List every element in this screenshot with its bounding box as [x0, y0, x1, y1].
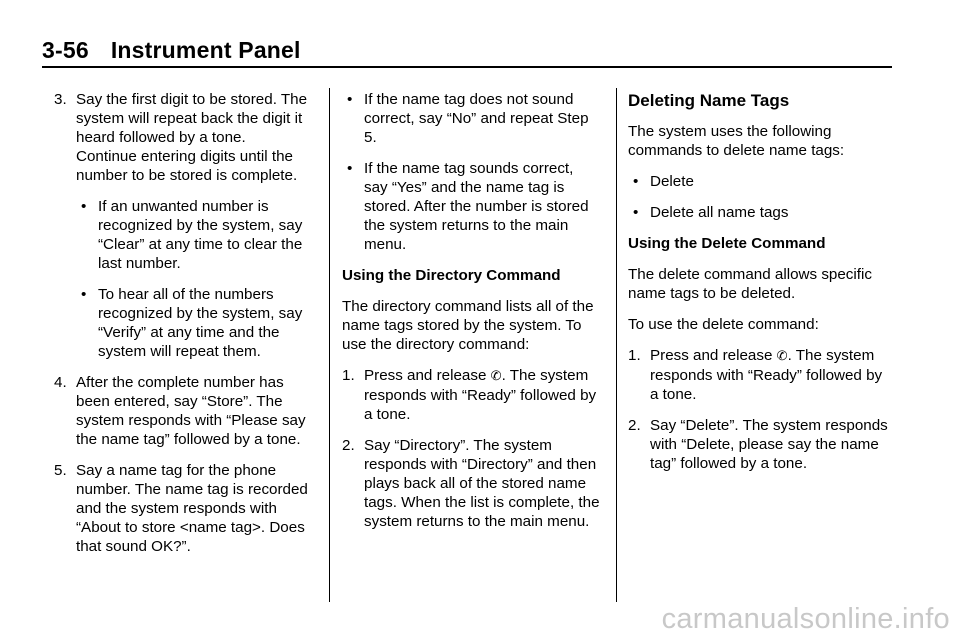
bullet-icon: • — [81, 286, 87, 303]
directory-step-2 — [342, 436, 600, 531]
delete-intro: The system uses the following commands to delete name tags: — [628, 123, 845, 159]
delete-para-1: The delete command allows specific name tags to be deleted. — [628, 266, 872, 302]
list-item — [342, 90, 600, 147]
delete-para-2: To use the delete command: — [628, 316, 819, 333]
column-2 — [342, 90, 600, 543]
directory-intro: The directory command lists all of the name tags stored by the system. To use the directory command: — [342, 298, 594, 353]
delete-step-2 — [628, 416, 890, 473]
bullet-icon: • — [347, 91, 353, 108]
bullet-text: To hear all of the numbers recognized by the system, say “Verify” at any time and the system will repeat them. — [98, 286, 303, 360]
bullet-text: If the name tag does not sound correct, say “No” and repeat Step 5. — [364, 91, 589, 146]
phone-icon: ✆ — [776, 349, 788, 364]
page-title — [42, 36, 892, 64]
page-number: 3-56 — [42, 37, 89, 63]
subheading-delete: Using the Delete Command — [628, 235, 826, 252]
list-item — [76, 197, 309, 273]
column-1 — [54, 90, 309, 568]
phone-icon: ✆ — [490, 369, 502, 384]
step-text: Say a name tag for the phone number. The name tag is recorded and the system responds with “About to store <name tag>. Does that sound OK?”. — [76, 462, 308, 555]
step-text: After the complete number has been entered, say “Store”. The system responds with “Please say the name tag” followed by a tone. — [76, 374, 306, 448]
step-number: 3. — [54, 91, 67, 108]
page-header — [42, 36, 892, 64]
list-item — [342, 159, 600, 254]
section-title: Instrument Panel — [110, 37, 301, 63]
bullet-text: Delete — [650, 173, 694, 190]
step-text-before: Press and release — [650, 347, 773, 364]
step-number: 2. — [342, 437, 355, 454]
step-text-before: Press and release — [364, 367, 487, 384]
step-text: Say “Delete”. The system responds with “Delete, please say the name tag” followed by a tone. — [650, 417, 888, 472]
header-rule — [42, 66, 892, 68]
bullet-icon: • — [633, 173, 639, 190]
step-3 — [54, 90, 309, 361]
bullet-text: If the name tag sounds correct, say “Yes” and the name tag is stored. After the number is stored the system returns to the main menu. — [364, 160, 589, 253]
step-number: 4. — [54, 374, 67, 391]
step-number: 1. — [628, 347, 641, 364]
list-item — [628, 172, 890, 191]
step-text-after: . The system responds with “Ready” followed by a tone. — [650, 347, 883, 403]
step-3-bullets — [76, 197, 309, 361]
bullet-icon: • — [633, 204, 639, 221]
step-number: 2. — [628, 417, 641, 434]
bullet-icon: • — [347, 160, 353, 177]
list-item — [628, 203, 890, 222]
bullet-icon: • — [81, 198, 87, 215]
subheading-directory: Using the Directory Command — [342, 267, 561, 284]
list-item — [76, 285, 309, 361]
step-number: 5. — [54, 462, 67, 479]
heading-deleting-name-tags: Deleting Name Tags — [628, 91, 790, 110]
step-text: Say the first digit to be stored. The system will repeat back the digit it heard followed by a tone. Continue entering digits until the number to be stored is complete. — [76, 91, 308, 184]
step-5 — [54, 461, 309, 556]
column-divider-left — [329, 88, 330, 602]
delete-step-1 — [628, 346, 890, 404]
step-4 — [54, 373, 309, 449]
column-divider-right — [616, 88, 617, 602]
step-text: Say “Directory”. The system responds with “Directory” and then plays back all of the stored name tags. When the list is complete, the system returns to the main menu. — [364, 437, 600, 530]
step-text-after: . The system responds with “Ready” followed by a tone. — [364, 367, 597, 423]
watermark: carmanualsonline.info — [661, 603, 950, 635]
bullet-text: If an unwanted number is recognized by the system, say “Clear” at any time to clear the last number. — [98, 198, 303, 272]
directory-step-1 — [342, 366, 600, 424]
step-number: 1. — [342, 367, 355, 384]
bullet-text: Delete all name tags — [650, 204, 789, 221]
column-3 — [628, 90, 890, 485]
